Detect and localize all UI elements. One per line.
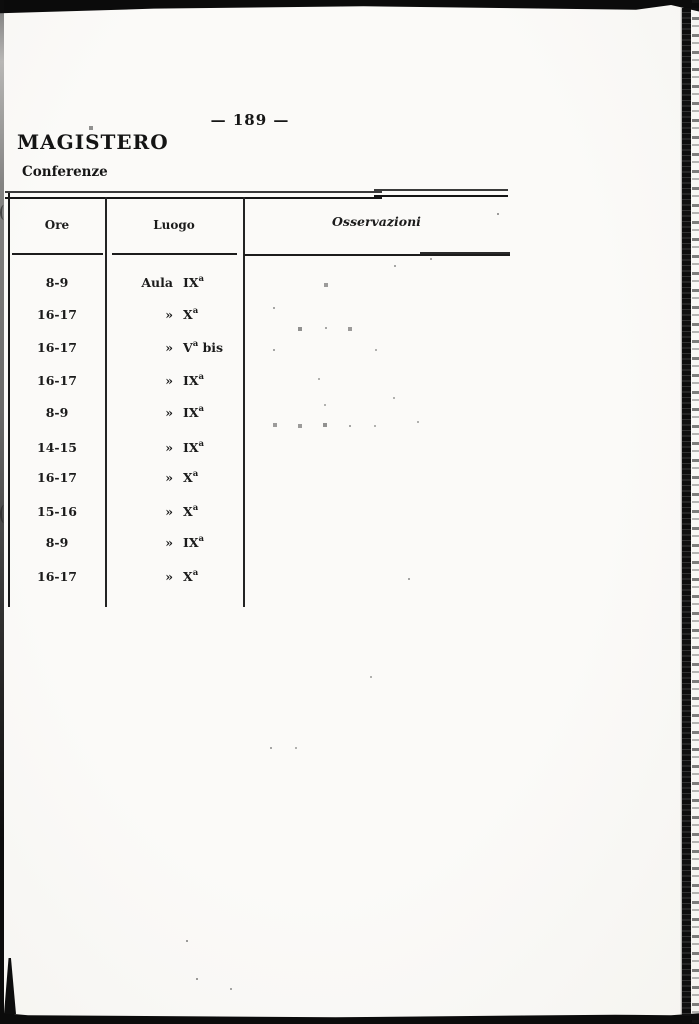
cell-ore: 16-17 <box>37 340 77 355</box>
table-row <box>0 307 699 323</box>
room-superscript: a <box>198 403 205 414</box>
cell-luogo <box>105 470 243 486</box>
cell-room <box>183 470 198 486</box>
document-subtitle: Conferenze <box>22 164 108 180</box>
header-underline-ore <box>12 253 103 255</box>
header-underline-luogo <box>112 253 237 255</box>
cell-luogo <box>105 405 243 421</box>
cell-ore: 16-17 <box>37 373 77 388</box>
ditto-mark: » <box>165 569 173 584</box>
room-name: X <box>183 470 193 485</box>
scan-artifact-spike <box>4 958 16 1014</box>
room-suffix: bis <box>198 340 224 355</box>
table-row <box>0 569 699 585</box>
ditto-mark: » <box>165 405 173 420</box>
ditto-mark: » <box>165 504 173 519</box>
room-superscript: a <box>192 567 199 578</box>
cell-luogo <box>105 569 243 585</box>
room-name: X <box>183 307 193 322</box>
room-name: IX <box>183 440 199 455</box>
table-top-rule <box>5 191 382 199</box>
cell-room <box>183 373 204 389</box>
cell-room <box>183 307 198 323</box>
room-name: IX <box>183 405 199 420</box>
scan-edge-top <box>0 0 699 14</box>
cell-luogo <box>105 504 243 520</box>
document-title: MAGISTERO <box>17 130 169 154</box>
table-row <box>0 440 699 456</box>
table-row <box>0 275 699 291</box>
cell-room <box>183 504 198 520</box>
cell-room <box>183 440 204 456</box>
room-superscript: a <box>192 502 199 513</box>
cell-luogo <box>105 535 243 551</box>
cell-luogo <box>105 373 243 389</box>
table-row <box>0 504 699 520</box>
room-name: X <box>183 569 193 584</box>
cell-luogo <box>105 340 243 356</box>
room-name: IX <box>183 275 199 290</box>
table-row <box>0 340 699 356</box>
cell-ore: 16-17 <box>37 307 77 322</box>
cell-room <box>183 569 198 585</box>
luogo-prefix: Aula <box>141 275 173 290</box>
header-underline-osservazioni <box>420 252 510 254</box>
column-header-luogo: Luogo <box>153 218 195 232</box>
cell-ore: 15-16 <box>37 504 77 519</box>
cell-room <box>183 405 204 421</box>
ditto-mark: » <box>165 535 173 550</box>
cell-luogo <box>105 275 243 291</box>
scan-artifact-hook <box>0 205 8 220</box>
column-header-ore: Ore <box>44 218 70 232</box>
room-name: IX <box>183 535 199 550</box>
scan-specks <box>0 0 2 2</box>
page-number: — 189 — <box>210 111 290 129</box>
room-superscript: a <box>198 438 205 449</box>
cell-ore: 8-9 <box>45 275 69 290</box>
table-row <box>0 405 699 421</box>
table-row <box>0 535 699 551</box>
cell-ore: 16-17 <box>37 470 77 485</box>
cell-ore: 8-9 <box>45 405 69 420</box>
room-superscript: a <box>198 533 205 544</box>
cell-room <box>183 275 204 291</box>
cell-room <box>183 340 223 356</box>
ditto-mark: » <box>165 440 173 455</box>
table-row <box>0 470 699 486</box>
header-underline-osservazioni <box>244 254 510 256</box>
cell-ore: 16-17 <box>37 569 77 584</box>
cell-luogo <box>105 307 243 323</box>
table-row <box>0 373 699 389</box>
room-name: X <box>183 504 193 519</box>
table-top-rule <box>374 189 508 197</box>
room-name: IX <box>183 373 199 388</box>
room-superscript: a <box>192 338 199 349</box>
scan-edge-bottom <box>0 1009 699 1024</box>
room-superscript: a <box>192 468 199 479</box>
room-superscript: a <box>192 305 199 316</box>
ditto-mark: » <box>165 307 173 322</box>
ditto-mark: » <box>165 373 173 388</box>
cell-room <box>183 535 204 551</box>
cell-ore: 14-15 <box>37 440 77 455</box>
room-name: V <box>183 340 193 355</box>
cell-luogo <box>105 440 243 456</box>
ditto-mark: » <box>165 470 173 485</box>
room-superscript: a <box>198 371 205 382</box>
ditto-mark: » <box>165 340 173 355</box>
room-superscript: a <box>198 273 205 284</box>
cell-ore: 8-9 <box>45 535 69 550</box>
column-header-osservazioni: Osservazioni <box>332 214 421 229</box>
